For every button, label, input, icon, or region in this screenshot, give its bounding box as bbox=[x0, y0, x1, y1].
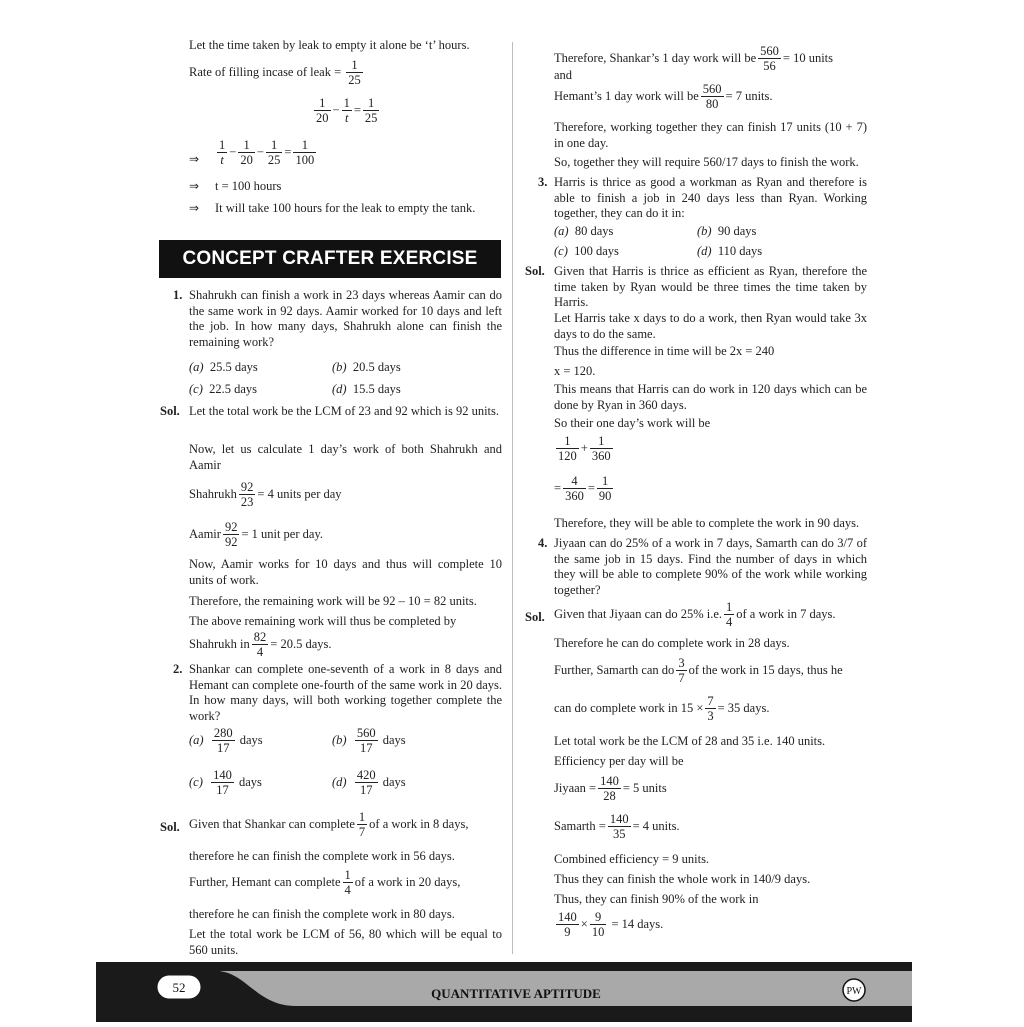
column-divider bbox=[512, 42, 513, 954]
solution-equation: Aamir $\frac{92}{92}$ = 1 unit per day. bbox=[189, 520, 324, 550]
solution-text: So their one day’s work will be bbox=[554, 416, 711, 430]
option-a: (a) 25.5 days bbox=[189, 360, 258, 374]
solution-text: Therefore, working together they can finish 17 units (10 + 7) in one day. bbox=[554, 120, 867, 150]
question-3-text: Harris is thrice as good a workman as Ryan and therefore is able to finish a job in 240 days less than Ryan. Working together, they can do it in: bbox=[554, 175, 867, 221]
solution-text: Given that Harris is thrice as efficient as Ryan, therefore the time taken by Ryan would be three times the time taken by Harris. bbox=[554, 264, 867, 310]
fraction: $\frac{92}{92}$ bbox=[224, 520, 238, 550]
fraction: $\frac{560}{17}$ bbox=[356, 726, 376, 756]
solution-label: Sol. bbox=[160, 404, 180, 418]
option-d: (d) 110 days bbox=[697, 244, 763, 258]
solution-label: Sol. bbox=[525, 264, 545, 278]
fraction: $\frac{140}{17}$ bbox=[213, 768, 232, 798]
solution-equation: Further, Hemant can complete $\frac{1}{4}$ of a work in 20 days, bbox=[189, 868, 461, 898]
fraction: $\frac{1}{t}$ bbox=[219, 138, 226, 168]
fraction: $\frac{280}{17}$ bbox=[213, 726, 233, 756]
option-a: (a) $\frac{280}{17}$ days bbox=[189, 726, 263, 756]
fraction: $\frac{560}{56}$ bbox=[760, 44, 779, 74]
pw-logo-text: PW bbox=[846, 986, 862, 997]
fraction: $\frac{4}{360}$ bbox=[565, 474, 584, 504]
fraction: $\frac{92}{23}$ bbox=[240, 480, 254, 510]
fraction: $\frac{140}{28}$ bbox=[600, 774, 619, 804]
option-c: (c) $\frac{140}{17}$ days bbox=[189, 768, 262, 798]
fraction: $\frac{1}{25}$ bbox=[364, 96, 378, 126]
page-number: 52 bbox=[172, 980, 186, 995]
solution-text: and bbox=[554, 68, 573, 82]
option-d: (d) $\frac{420}{17}$ days bbox=[332, 768, 406, 798]
fraction: $\frac{7}{3}$ bbox=[707, 694, 714, 724]
solution-equation: Samarth = $\frac{140}{35}$ = 4 units. bbox=[554, 812, 680, 842]
option-b: (b) $\frac{560}{17}$ days bbox=[332, 726, 406, 756]
fraction: $\frac{1}{20}$ bbox=[240, 138, 253, 168]
solution-text: therefore he can finish the complete work in 80 days. bbox=[189, 907, 455, 921]
leak-equation-3: t = 100 hours bbox=[215, 179, 282, 193]
solution-equation: Hemant’s 1 day work will be $\frac{560}{80}$ = 7 units. bbox=[554, 82, 773, 112]
implies-icon: ⇒ bbox=[189, 179, 200, 193]
fraction: $\frac{1}{t}$ bbox=[343, 96, 350, 126]
question-number: 4. bbox=[538, 536, 548, 550]
solution-text: therefore he can finish the complete work in 56 days. bbox=[189, 849, 455, 863]
solution-equation: Jiyaan = $\frac{140}{28}$ = 5 units bbox=[554, 774, 667, 804]
solution-label: Sol. bbox=[525, 610, 545, 624]
solution-text: So, together they will require 560/17 days to finish the work. bbox=[554, 155, 859, 169]
solution-equation: Therefore, Shankar’s 1 day work will be $\frac{560}{56}$ = 10 units bbox=[554, 44, 834, 74]
solution-text: Now, Aamir works for 10 days and thus will complete 10 units of work. bbox=[189, 557, 502, 587]
question-number: 3. bbox=[538, 175, 548, 189]
solution-text: Let total work be the LCM of 28 and 35 i.e. 140 units. bbox=[554, 734, 826, 748]
solution-text: Combined efficiency = 9 units. bbox=[554, 852, 710, 866]
footer-band bbox=[96, 962, 912, 1022]
footer-title: QUANTITATIVE APTITUDE bbox=[431, 986, 601, 1001]
solution-text: Therefore, they will be able to complete the work in 90 days. bbox=[554, 516, 860, 530]
option-b: (b) 20.5 days bbox=[332, 360, 401, 374]
fraction: $\frac{1}{25}$ bbox=[267, 138, 281, 168]
fraction: $\frac{3}{7}$ bbox=[678, 656, 685, 686]
solution-equation: $\frac{140}{9}$ × $\frac{9}{10}$ = 14 days. bbox=[558, 910, 664, 940]
implies-icon: ⇒ bbox=[189, 201, 200, 215]
fraction: $\frac{1}{90}$ bbox=[598, 474, 612, 504]
leak-line-1: Let the time taken by leak to empty it alone be ‘t’ hours. bbox=[189, 38, 470, 52]
question-number: 2. bbox=[173, 662, 183, 676]
leak-rate-line: Rate of filling incase of leak = $\frac{1}{25}$ bbox=[189, 58, 361, 88]
fraction: $\frac{560}{80}$ bbox=[702, 82, 722, 112]
solution-text: Therefore, the remaining work will be 92 – 10 = 82 units. bbox=[189, 594, 477, 608]
solution-text: Efficiency per day will be bbox=[554, 754, 684, 768]
solution-equation: can do complete work in 15 × $\frac{7}{3}$ = 35 days. bbox=[554, 694, 770, 724]
fraction: $\frac{1}{25}$ bbox=[348, 58, 361, 88]
solution-text: Let the total work be the LCM of 23 and 92 which is 92 units. bbox=[189, 404, 500, 418]
fraction: $\frac{9}{10}$ bbox=[591, 910, 605, 940]
solution-text: The above remaining work will thus be completed by bbox=[189, 614, 457, 628]
fraction: $\frac{140}{9}$ bbox=[558, 910, 577, 940]
solution-label: Sol. bbox=[160, 820, 180, 834]
solution-text: Thus they can finish the whole work in 140/9 days. bbox=[554, 872, 811, 886]
fraction: $\frac{1}{7}$ bbox=[358, 810, 366, 840]
question-1-text: Shahrukh can finish a work in 23 days whereas Aamir can do the same work in 92 days. Aamir worked for 10 days and left the job. In how many days, Shahrukh alone can finish the remaining work? bbox=[189, 288, 502, 349]
solution-equation: Further, Samarth can do $\frac{3}{7}$ of the work in 15 days, thus he bbox=[554, 656, 843, 686]
fraction: $\frac{1}{120}$ bbox=[558, 434, 577, 464]
implies-icon: ⇒ bbox=[189, 152, 200, 166]
solution-equation: Given that Jiyaan can do 25% i.e. $\frac{1}{4}$ of a work in 7 days. bbox=[554, 600, 836, 630]
option-c: (c) 22.5 days bbox=[189, 382, 258, 396]
option-a: (a) 80 days bbox=[554, 224, 614, 238]
solution-equation: Shahrukh $\frac{92}{23}$ = 4 units per day bbox=[189, 480, 342, 510]
fraction: $\frac{1}{4}$ bbox=[344, 868, 351, 898]
fraction: $\frac{1}{20}$ bbox=[316, 96, 329, 126]
question-4-text: Jiyaan can do 25% of a work in 7 days, Samarth can do 3/7 of the same job in 15 days. Find the number of days in which they will be able to complete 90% of the work while working together? bbox=[554, 536, 867, 597]
option-c: (c) 100 days bbox=[554, 244, 619, 258]
fraction: $\frac{1}{4}$ bbox=[726, 600, 733, 630]
solution-text: Let Harris take x days to do a work, then Ryan would take 3x days to do the same. bbox=[554, 311, 867, 341]
solution-text: Now, let us calculate 1 day’s work of both Shahrukh and Aamir bbox=[189, 442, 502, 472]
solution-equation: $\frac{1}{120}$ + $\frac{1}{360}$ bbox=[558, 434, 611, 464]
fraction: $\frac{82}{4}$ bbox=[253, 630, 267, 660]
solution-text: Thus, they can finish 90% of the work in bbox=[554, 892, 759, 906]
solution-equation: = $\frac{4}{360}$ = $\frac{1}{90}$ bbox=[554, 474, 612, 504]
fraction: $\frac{1}{360}$ bbox=[591, 434, 611, 464]
leak-equation-1: $\frac{1}{20}$ − $\frac{1}{t}$ = $\frac{1}{25}$ bbox=[316, 96, 378, 126]
solution-equation: Shahrukh in $\frac{82}{4}$ = 20.5 days. bbox=[189, 630, 332, 660]
fraction: $\frac{420}{17}$ bbox=[356, 768, 376, 798]
solution-equation: Given that Shankar can complete $\frac{1}{7}$ of a work in 8 days, bbox=[189, 810, 469, 840]
leak-equation-2: $\frac{1}{t}$ − $\frac{1}{20}$ − $\frac{1}{25}$ = $\frac{1}{100}$ bbox=[219, 138, 315, 168]
option-d: (d) 15.5 days bbox=[332, 382, 401, 396]
option-b: (b) 90 days bbox=[697, 224, 757, 238]
fraction: $\frac{140}{35}$ bbox=[609, 812, 629, 842]
solution-text: x = 120. bbox=[554, 364, 596, 378]
solution-text: This means that Harris can do work in 120 days which can be done by Ryan in 360 days. bbox=[554, 382, 867, 412]
solution-text: Therefore he can do complete work in 28 days. bbox=[554, 636, 790, 650]
question-number: 1. bbox=[173, 288, 183, 302]
solution-text: Let the total work be LCM of 56, 80 which will be equal to 560 units. bbox=[189, 927, 502, 957]
section-banner: CONCEPT CRAFTER EXERCISE bbox=[159, 240, 501, 278]
leak-conclusion: It will take 100 hours for the leak to empty the tank. bbox=[215, 201, 476, 215]
solution-text: Thus the difference in time will be 2x = 240 bbox=[554, 344, 775, 358]
fraction: $\frac{1}{100}$ bbox=[295, 138, 315, 168]
page-footer bbox=[96, 962, 912, 1022]
question-2-text: Shankar can complete one-seventh of a work in 8 days and Hemant can complete one-fourth of the same work in 20 days. In how many days, will both working together complete the work? bbox=[189, 662, 502, 723]
